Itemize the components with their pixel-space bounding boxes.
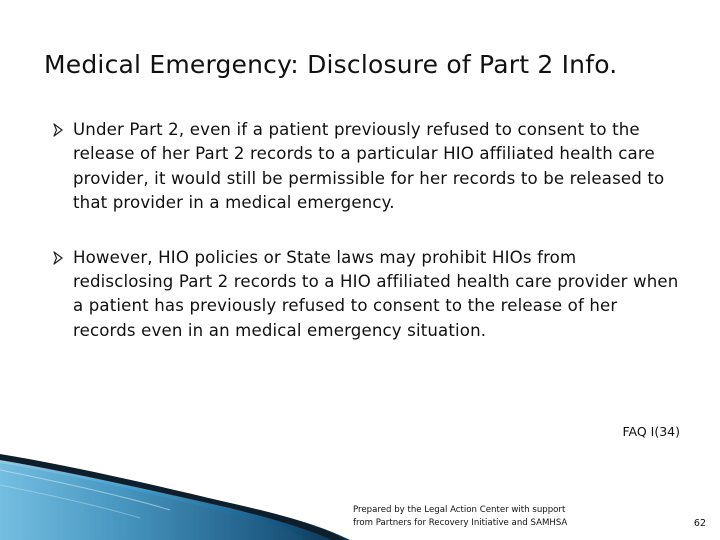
arrowhead-bullet-icon bbox=[52, 251, 64, 265]
bullet-text: Under Part 2, even if a patient previously refused to consent to the release of her Part 2 records to a particular HIO affiliated health care provider, it would still be permissible for her records to be released to that provider in a medical emergency. bbox=[73, 120, 665, 213]
bullet-item bbox=[52, 118, 682, 216]
bullet-item bbox=[52, 246, 682, 344]
slide-title: Medical Emergency: Disclosure of Part 2 Info. bbox=[44, 50, 618, 79]
page-number: 62 bbox=[693, 518, 706, 529]
footer-credit bbox=[353, 504, 567, 529]
bullet-list bbox=[52, 118, 682, 373]
faq-reference: FAQ I(34) bbox=[622, 424, 680, 439]
footer-credit-line-2: from Partners for Recovery Initiative and SAMHSA bbox=[353, 517, 568, 528]
footer-credit-line-1: Prepared by the Legal Action Center with support bbox=[353, 505, 566, 515]
arrowhead-bullet-icon bbox=[52, 123, 64, 137]
bullet-text: However, HIO policies or State laws may prohibit HIOs from redisclosing Part 2 records to a HIO affiliated health care provider when a patient has previously refused to consent to the release of her records even in an medical emergency situation. bbox=[73, 247, 679, 340]
